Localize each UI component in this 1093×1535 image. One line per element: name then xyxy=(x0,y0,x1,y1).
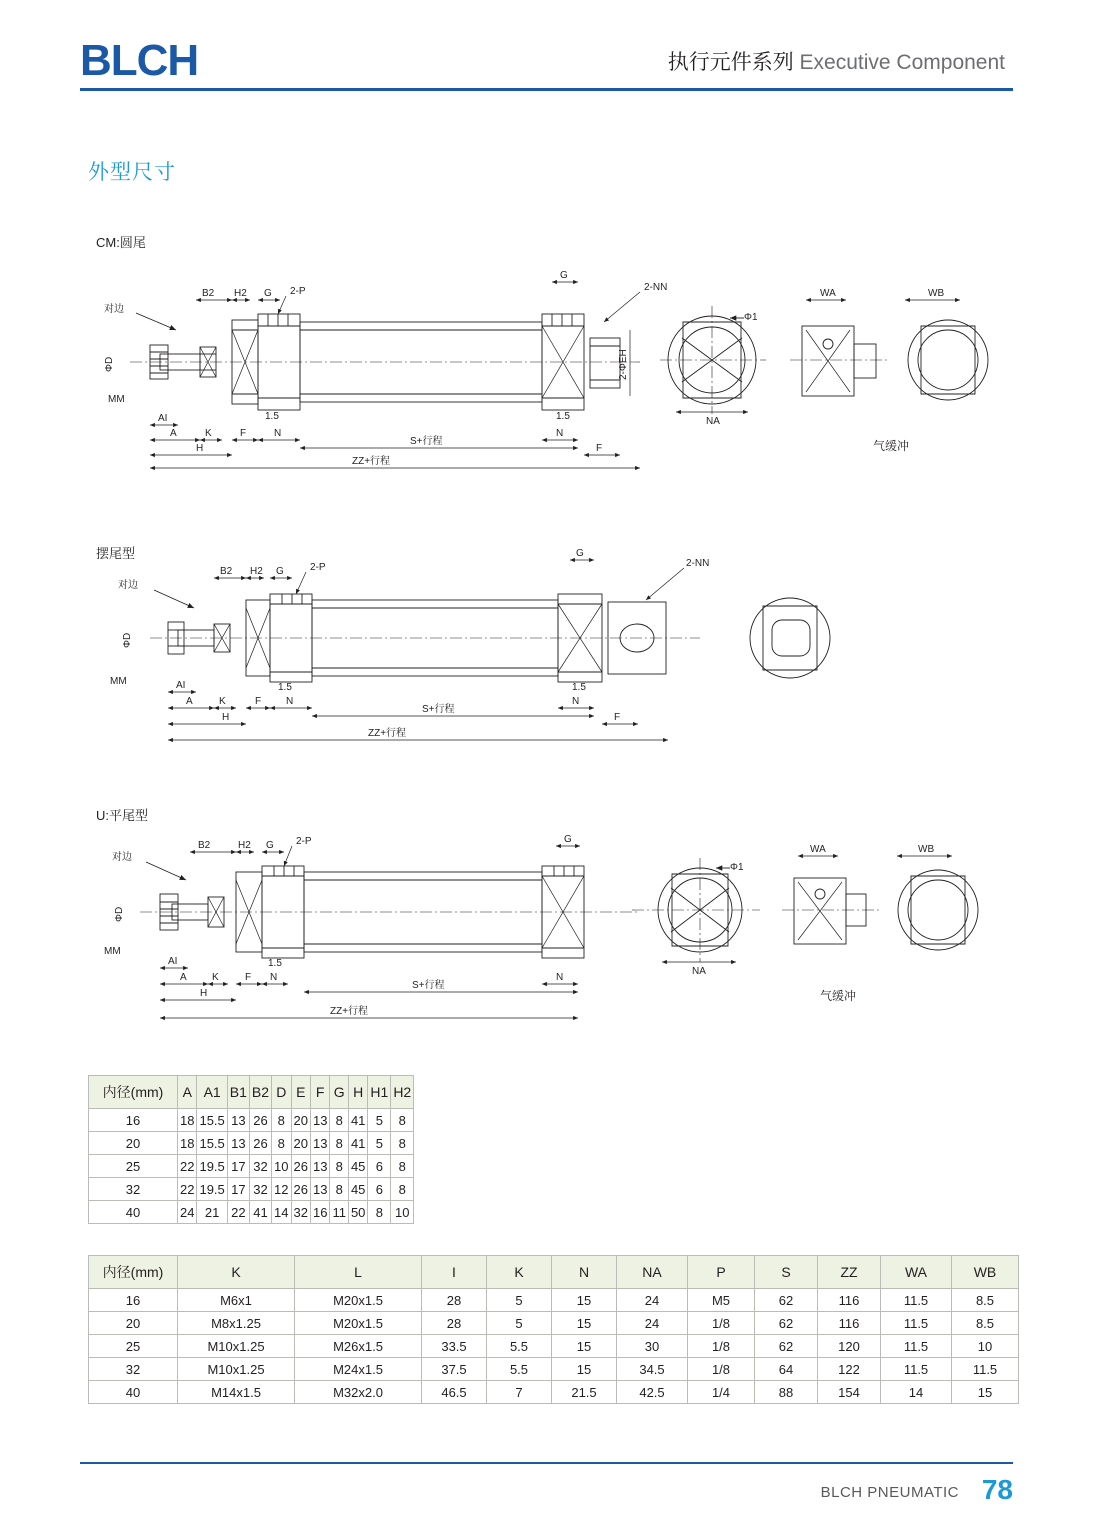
cell: 10 xyxy=(952,1335,1019,1358)
cell: 8 xyxy=(330,1132,349,1155)
cell: 45 xyxy=(348,1155,367,1178)
cell: 5 xyxy=(368,1109,391,1132)
table-row xyxy=(89,1381,1019,1404)
svg-text:N: N xyxy=(572,696,580,707)
svg-text:对边: 对边 xyxy=(118,580,138,591)
table-header-row xyxy=(89,1256,1019,1289)
cell: 41 xyxy=(348,1109,367,1132)
svg-text:ΦD: ΦD xyxy=(122,632,133,648)
cell: 8 xyxy=(391,1132,414,1155)
cell: 14 xyxy=(272,1201,291,1224)
cell: 34.5 xyxy=(617,1358,688,1381)
cell: 19.5 xyxy=(197,1155,227,1178)
svg-text:气缓冲: 气缓冲 xyxy=(820,989,857,1003)
svg-text:2-ΦEH: 2-ΦEH xyxy=(618,349,629,380)
th-9: ZZ xyxy=(818,1256,881,1289)
cell: 8.5 xyxy=(952,1289,1019,1312)
cell: 62 xyxy=(755,1312,818,1335)
table-row xyxy=(89,1358,1019,1381)
cell: 16 xyxy=(89,1109,178,1132)
cell: M8x1.25 xyxy=(178,1312,295,1335)
svg-text:K: K xyxy=(205,428,212,439)
cell: 5 xyxy=(368,1132,391,1155)
th-0: 内径(mm) xyxy=(89,1076,178,1109)
cell: 8 xyxy=(391,1109,414,1132)
footer-divider xyxy=(80,1462,1013,1464)
svg-text:G: G xyxy=(560,270,568,281)
svg-text:H2: H2 xyxy=(238,840,251,851)
cell: 17 xyxy=(227,1155,249,1178)
th-11: H2 xyxy=(391,1076,414,1109)
th-11: WB xyxy=(952,1256,1019,1289)
svg-text:G: G xyxy=(264,288,272,299)
svg-text:N: N xyxy=(556,972,564,983)
svg-text:1.5: 1.5 xyxy=(556,411,570,422)
cell: 15 xyxy=(552,1312,617,1335)
svg-text:Φ1: Φ1 xyxy=(730,862,744,873)
th-0: 内径(mm) xyxy=(89,1256,178,1289)
dimension-table-2 xyxy=(88,1255,1019,1404)
cell: 6 xyxy=(368,1155,391,1178)
svg-text:1.5: 1.5 xyxy=(572,682,586,693)
th-10: H1 xyxy=(368,1076,391,1109)
svg-text:ZZ+行程: ZZ+行程 xyxy=(352,456,391,467)
cell: 11.5 xyxy=(881,1335,952,1358)
cell: 1/8 xyxy=(688,1358,755,1381)
page-header xyxy=(0,0,1093,92)
svg-text:B2: B2 xyxy=(202,288,215,299)
cell: 19.5 xyxy=(197,1178,227,1201)
svg-text:NA: NA xyxy=(706,416,720,427)
cell: 17 xyxy=(227,1178,249,1201)
drawing-label-swing: 摆尾型 xyxy=(96,546,136,561)
th-2: L xyxy=(295,1256,422,1289)
svg-text:ΦD: ΦD xyxy=(114,906,125,922)
th-6: NA xyxy=(617,1256,688,1289)
svg-text:G: G xyxy=(564,834,572,845)
svg-text:NA: NA xyxy=(692,966,706,977)
cell: 6 xyxy=(368,1178,391,1201)
table-header-row xyxy=(89,1076,414,1109)
th-1: A xyxy=(178,1076,197,1109)
svg-text:G: G xyxy=(266,840,274,851)
cell: 20 xyxy=(291,1109,310,1132)
cell: 11.5 xyxy=(881,1358,952,1381)
th-3: B1 xyxy=(227,1076,249,1109)
cell: 154 xyxy=(818,1381,881,1404)
dimension-table-1 xyxy=(88,1075,414,1224)
cell: 88 xyxy=(755,1381,818,1404)
cell: 64 xyxy=(755,1358,818,1381)
svg-text:S+行程: S+行程 xyxy=(422,704,455,715)
cell: 41 xyxy=(348,1132,367,1155)
cell: 8 xyxy=(330,1155,349,1178)
cell: 42.5 xyxy=(617,1381,688,1404)
cell: M14x1.5 xyxy=(178,1381,295,1404)
svg-text:WB: WB xyxy=(918,844,935,855)
svg-text:WA: WA xyxy=(820,288,836,299)
cell: 32 xyxy=(249,1178,271,1201)
cell: 15 xyxy=(952,1381,1019,1404)
cell: 8 xyxy=(272,1109,291,1132)
cell: 1/8 xyxy=(688,1335,755,1358)
th-7: F xyxy=(310,1076,329,1109)
page-number: 78 xyxy=(981,1474,1013,1505)
footer-brand: BLCH PNEUMATIC xyxy=(820,1484,959,1501)
svg-text:F: F xyxy=(255,696,262,707)
svg-text:1.5: 1.5 xyxy=(265,411,279,422)
th-9: H xyxy=(348,1076,367,1109)
table-row xyxy=(89,1335,1019,1358)
svg-text:1.5: 1.5 xyxy=(278,682,292,693)
svg-text:AI: AI xyxy=(168,956,178,967)
blch-logo: BLCH xyxy=(80,36,199,85)
th-7: P xyxy=(688,1256,755,1289)
table-row xyxy=(89,1312,1019,1335)
svg-text:A: A xyxy=(170,428,177,439)
cell: 5 xyxy=(487,1312,552,1335)
cell: 28 xyxy=(422,1312,487,1335)
cell: 45 xyxy=(348,1178,367,1201)
section-title: 外型尺寸 xyxy=(88,161,176,184)
cell: 8 xyxy=(391,1155,414,1178)
svg-text:F: F xyxy=(240,428,247,439)
cell: 122 xyxy=(818,1358,881,1381)
header-title-en: Executive Component xyxy=(799,51,1005,74)
svg-text:N: N xyxy=(286,696,294,707)
cell: 20 xyxy=(291,1132,310,1155)
svg-text:N: N xyxy=(556,428,564,439)
cell: 32 xyxy=(291,1201,310,1224)
svg-text:K: K xyxy=(219,696,226,707)
cell: 40 xyxy=(89,1381,178,1404)
table-row xyxy=(89,1201,414,1224)
svg-text:AI: AI xyxy=(176,680,186,691)
svg-text:H: H xyxy=(222,712,230,723)
cell: 33.5 xyxy=(422,1335,487,1358)
svg-text:N: N xyxy=(270,972,278,983)
cell: M20x1.5 xyxy=(295,1312,422,1335)
svg-text:S+行程: S+行程 xyxy=(410,436,443,447)
cell: 16 xyxy=(310,1201,329,1224)
cell: 8 xyxy=(391,1178,414,1201)
th-2: A1 xyxy=(197,1076,227,1109)
svg-text:K: K xyxy=(212,972,219,983)
cell: 11 xyxy=(330,1201,349,1224)
svg-text:H2: H2 xyxy=(250,566,263,577)
cell: 13 xyxy=(227,1132,249,1155)
cell: 15 xyxy=(552,1289,617,1312)
svg-text:ZZ+行程: ZZ+行程 xyxy=(330,1006,369,1017)
cell: 120 xyxy=(818,1335,881,1358)
cell: 13 xyxy=(310,1178,329,1201)
cell: 1/8 xyxy=(688,1312,755,1335)
cell: 22 xyxy=(227,1201,249,1224)
cell: 20 xyxy=(89,1312,178,1335)
table-row xyxy=(89,1178,414,1201)
svg-text:B2: B2 xyxy=(198,840,211,851)
cell: 22 xyxy=(178,1155,197,1178)
svg-text:WA: WA xyxy=(810,844,826,855)
cell: 32 xyxy=(89,1358,178,1381)
th-4: K xyxy=(487,1256,552,1289)
svg-text:2-NN: 2-NN xyxy=(644,282,668,293)
cell: M26x1.5 xyxy=(295,1335,422,1358)
svg-text:MM: MM xyxy=(108,394,125,405)
cell: 26 xyxy=(249,1132,271,1155)
cell: 15 xyxy=(552,1335,617,1358)
cell: 7 xyxy=(487,1381,552,1404)
th-4: B2 xyxy=(249,1076,271,1109)
cell: 30 xyxy=(617,1335,688,1358)
svg-text:对边: 对边 xyxy=(104,304,124,315)
th-5: D xyxy=(272,1076,291,1109)
svg-text:F: F xyxy=(614,712,621,723)
svg-text:H: H xyxy=(196,443,204,454)
th-1: K xyxy=(178,1256,295,1289)
cell: 5.5 xyxy=(487,1335,552,1358)
cell: M5 xyxy=(688,1289,755,1312)
svg-text:H2: H2 xyxy=(234,288,247,299)
cell: 15.5 xyxy=(197,1132,227,1155)
cell: 13 xyxy=(310,1132,329,1155)
table-row xyxy=(89,1132,414,1155)
cell: 16 xyxy=(89,1289,178,1312)
drawing-label-cm: CM:圆尾 xyxy=(96,235,146,250)
cell: 10 xyxy=(272,1155,291,1178)
header-divider xyxy=(80,88,1013,91)
cell: M24x1.5 xyxy=(295,1358,422,1381)
cell: 11.5 xyxy=(952,1358,1019,1381)
svg-text:G: G xyxy=(576,548,584,559)
cell: 25 xyxy=(89,1155,178,1178)
cell: 14 xyxy=(881,1381,952,1404)
cell: M10x1.25 xyxy=(178,1335,295,1358)
cell: 62 xyxy=(755,1335,818,1358)
cell: 18 xyxy=(178,1109,197,1132)
svg-text:2-P: 2-P xyxy=(296,836,312,847)
cell: 12 xyxy=(272,1178,291,1201)
svg-text:G: G xyxy=(276,566,284,577)
th-5: N xyxy=(552,1256,617,1289)
svg-text:WB: WB xyxy=(928,288,945,299)
svg-text:AI: AI xyxy=(158,413,168,424)
cell: M20x1.5 xyxy=(295,1289,422,1312)
cell: 25 xyxy=(89,1335,178,1358)
svg-text:2-P: 2-P xyxy=(310,562,326,573)
cell: 15 xyxy=(552,1358,617,1381)
th-3: I xyxy=(422,1256,487,1289)
cell: 32 xyxy=(249,1155,271,1178)
svg-text:2-NN: 2-NN xyxy=(686,558,710,569)
svg-text:气缓冲: 气缓冲 xyxy=(873,439,910,453)
cell: 46.5 xyxy=(422,1381,487,1404)
svg-text:B2: B2 xyxy=(220,566,233,577)
svg-text:MM: MM xyxy=(104,946,121,957)
cell: 21.5 xyxy=(552,1381,617,1404)
cell: 50 xyxy=(348,1201,367,1224)
svg-text:MM: MM xyxy=(110,676,127,687)
cell: 37.5 xyxy=(422,1358,487,1381)
th-8: G xyxy=(330,1076,349,1109)
header-title xyxy=(668,46,1005,76)
cell: 11.5 xyxy=(881,1312,952,1335)
cell: M32x2.0 xyxy=(295,1381,422,1404)
cell: 15.5 xyxy=(197,1109,227,1132)
cell: 1/4 xyxy=(688,1381,755,1404)
th-10: WA xyxy=(881,1256,952,1289)
cell: 62 xyxy=(755,1289,818,1312)
cell: 26 xyxy=(291,1178,310,1201)
cell: 11.5 xyxy=(881,1289,952,1312)
cell: 32 xyxy=(89,1178,178,1201)
svg-text:ZZ+行程: ZZ+行程 xyxy=(368,728,407,739)
svg-text:A: A xyxy=(180,972,187,983)
cell: 18 xyxy=(178,1132,197,1155)
cell: 116 xyxy=(818,1312,881,1335)
cell: 8.5 xyxy=(952,1312,1019,1335)
svg-text:N: N xyxy=(274,428,282,439)
cell: 26 xyxy=(249,1109,271,1132)
cell: 116 xyxy=(818,1289,881,1312)
cell: 40 xyxy=(89,1201,178,1224)
cell: 20 xyxy=(89,1132,178,1155)
cell: M10x1.25 xyxy=(178,1358,295,1381)
svg-text:F: F xyxy=(596,443,603,454)
drawing-label-flat: U:平尾型 xyxy=(96,808,149,823)
svg-text:H: H xyxy=(200,988,208,999)
table-row xyxy=(89,1289,1019,1312)
th-8: S xyxy=(755,1256,818,1289)
svg-text:A: A xyxy=(186,696,193,707)
cell: 22 xyxy=(178,1178,197,1201)
cell: 8 xyxy=(330,1109,349,1132)
header-title-cn: 执行元件系列 xyxy=(667,51,794,74)
cell: 26 xyxy=(291,1155,310,1178)
svg-text:Φ1: Φ1 xyxy=(744,312,758,323)
svg-text:1.5: 1.5 xyxy=(268,958,282,969)
cell: 5.5 xyxy=(487,1358,552,1381)
cell: 10 xyxy=(391,1201,414,1224)
cell: 21 xyxy=(197,1201,227,1224)
cell: 28 xyxy=(422,1289,487,1312)
table-row xyxy=(89,1155,414,1178)
cell: 24 xyxy=(178,1201,197,1224)
cell: 24 xyxy=(617,1289,688,1312)
svg-text:F: F xyxy=(245,972,252,983)
cell: 8 xyxy=(330,1178,349,1201)
cell: 24 xyxy=(617,1312,688,1335)
cell: 13 xyxy=(310,1109,329,1132)
cell: M6x1 xyxy=(178,1289,295,1312)
svg-text:S+行程: S+行程 xyxy=(412,980,445,991)
cell: 13 xyxy=(310,1155,329,1178)
cell: 8 xyxy=(368,1201,391,1224)
cell: 8 xyxy=(272,1132,291,1155)
cell: 41 xyxy=(249,1201,271,1224)
cell: 13 xyxy=(227,1109,249,1132)
cell: 5 xyxy=(487,1289,552,1312)
svg-text:ΦD: ΦD xyxy=(104,356,115,372)
th-6: E xyxy=(291,1076,310,1109)
table-row xyxy=(89,1109,414,1132)
svg-text:2-P: 2-P xyxy=(290,286,306,297)
svg-text:对边: 对边 xyxy=(112,852,132,863)
